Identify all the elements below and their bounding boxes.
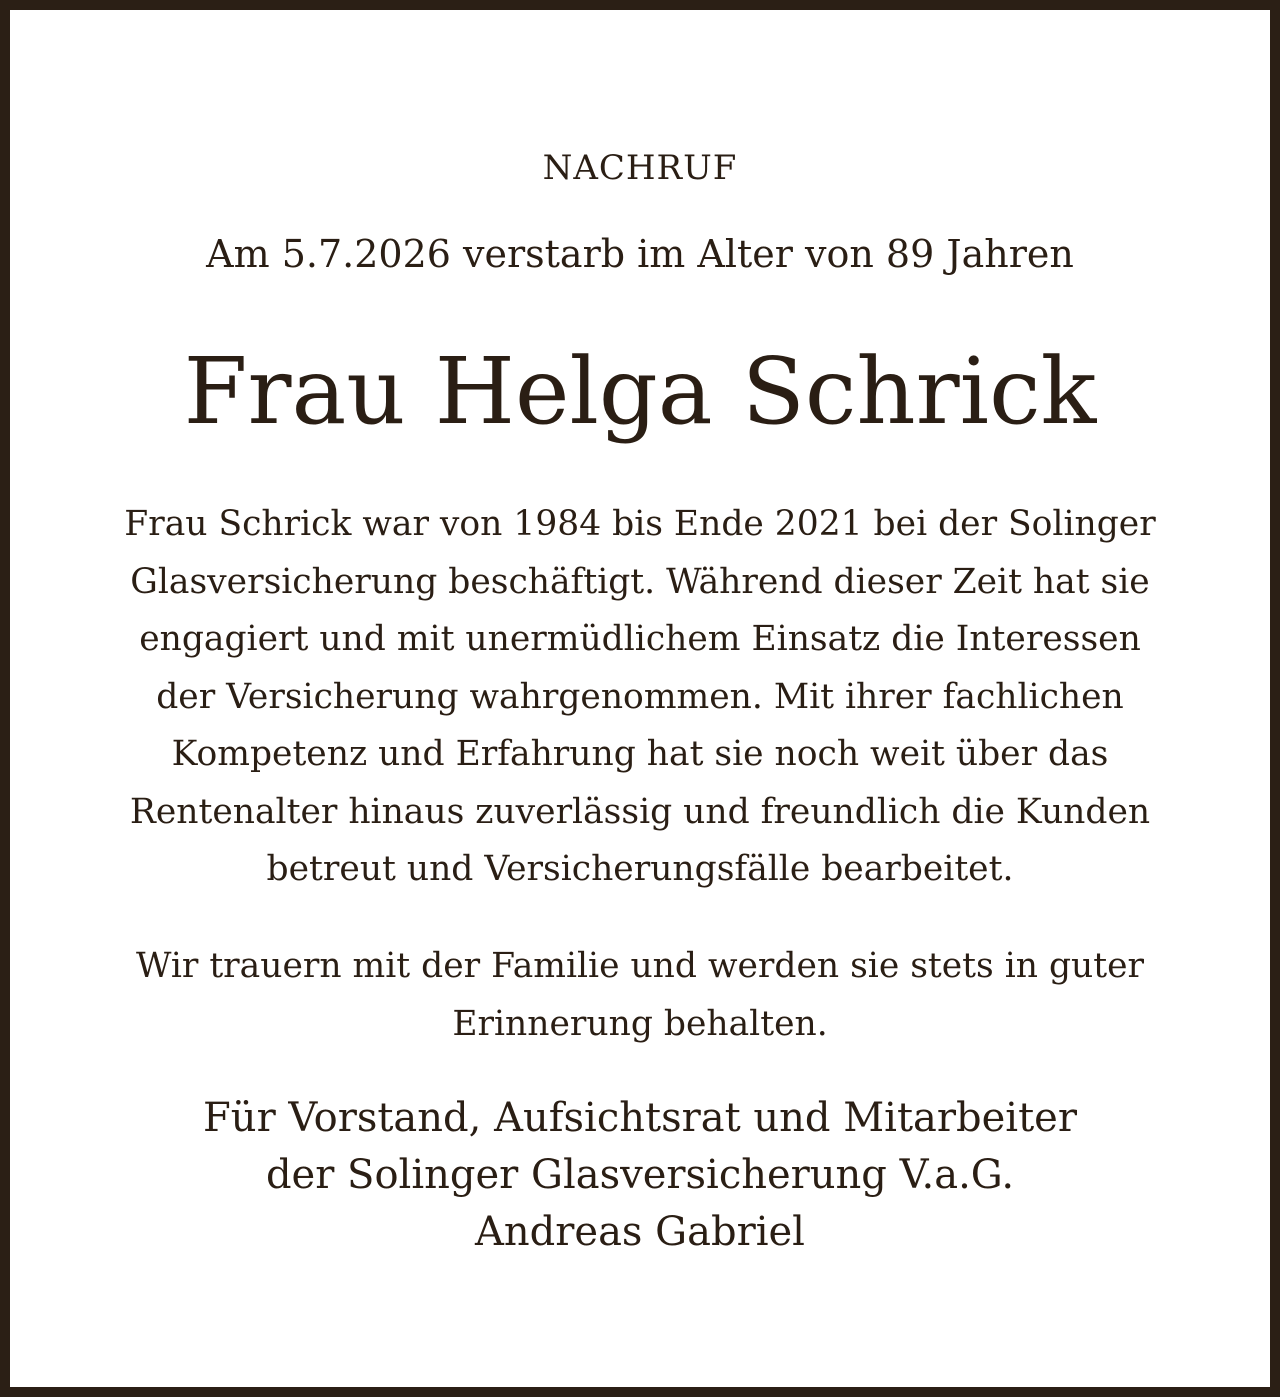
signature-line: der Solinger Glasversicherung V.a.G. (265, 1152, 1015, 1198)
tribute-line: der Versicherung wahrgenommen. Mit ihrer fachlichen (156, 676, 1124, 717)
tribute-line: Glasversicherung beschäftigt. Während dieser Zeit hat sie (130, 561, 1150, 602)
tribute-line: Frau Schrick war von 1984 bis Ende 2021 bei der Solinger (124, 504, 1156, 544)
mourning-line: Wir trauern mit der Familie und werden sie stets in guter (135, 946, 1145, 986)
mourning-line: Erinnerung behalten. (452, 1004, 828, 1044)
deceased-name: Frau Helga Schrick (183, 338, 1097, 445)
signature-block (50, 1090, 1230, 1261)
tribute-line: Rentenalter hinaus zuverlässig und freundlich die Kunden (129, 791, 1151, 832)
tribute-line: engagiert und mit unermüdlichem Einsatz die Interessen (139, 619, 1141, 659)
signature-name: Andreas Gabriel (475, 1209, 805, 1255)
tribute-line: Kompetenz und Erfahrung hat sie noch weit über das (171, 734, 1109, 774)
signature-line: Für Vorstand, Aufsichtsrat und Mitarbeiter (203, 1095, 1077, 1141)
death-announcement: Am 5.7.2026 verstarb im Alter von 89 Jahren (206, 232, 1074, 276)
notice-label: NACHRUF (542, 148, 738, 188)
tribute-line: betreut und Versicherungsfälle bearbeitet. (266, 849, 1014, 889)
mourning-paragraph (50, 937, 1230, 1053)
tribute-paragraph (50, 496, 1230, 899)
